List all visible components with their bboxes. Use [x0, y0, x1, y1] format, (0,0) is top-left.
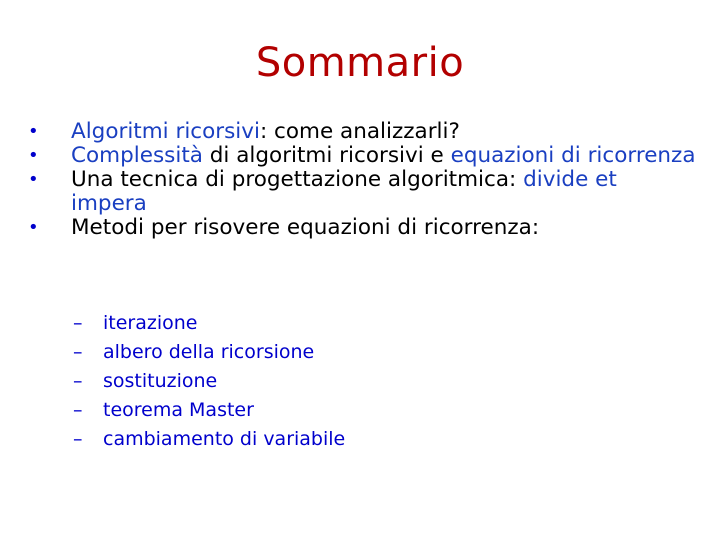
bullet-highlight: Algoritmi ricorsivi: [71, 119, 260, 144]
bullet-item: [28, 144, 698, 168]
bullet-item: [28, 216, 698, 240]
sub-bullet-text: iterazione: [103, 312, 198, 334]
sub-bullet-text: sostituzione: [103, 370, 218, 392]
dash-icon: –: [73, 312, 83, 334]
bullet-text: Metodi per risovere equazioni di ricorrenza:: [71, 215, 540, 240]
bullet-icon: •: [28, 121, 39, 142]
bullet-item: [28, 120, 698, 144]
bullet-item: [28, 168, 698, 216]
sub-bullet-text: albero della ricorsione: [103, 341, 315, 363]
bullet-icon: •: [28, 169, 39, 190]
bullet-highlight: divide et impera: [71, 167, 617, 216]
sub-bullet-item: [73, 338, 345, 367]
dash-icon: –: [73, 370, 83, 392]
slide-title: Sommario: [255, 40, 465, 86]
sub-bullet-item: [73, 396, 345, 425]
dash-icon: –: [73, 399, 83, 421]
bullet-icon: •: [28, 145, 39, 166]
sub-bullet-list: [73, 309, 345, 454]
dash-icon: –: [73, 428, 83, 450]
sub-bullet-text: teorema Master: [103, 399, 254, 421]
bullet-highlight: equazioni di ricorrenza: [450, 143, 696, 168]
sub-bullet-item: [73, 425, 345, 454]
bullet-text: : come analizzarli?: [259, 119, 460, 144]
bullet-text: di algoritmi ricorsivi e: [202, 143, 451, 168]
sub-bullet-text: cambiamento di variabile: [103, 428, 346, 450]
bullet-list: [28, 120, 698, 240]
bullet-icon: •: [28, 217, 39, 238]
dash-icon: –: [73, 341, 83, 363]
sub-bullet-item: [73, 367, 345, 396]
bullet-highlight: Complessità: [71, 143, 203, 168]
bullet-text: Una tecnica di progettazione algoritmica:: [71, 167, 524, 192]
sub-bullet-item: [73, 309, 345, 338]
